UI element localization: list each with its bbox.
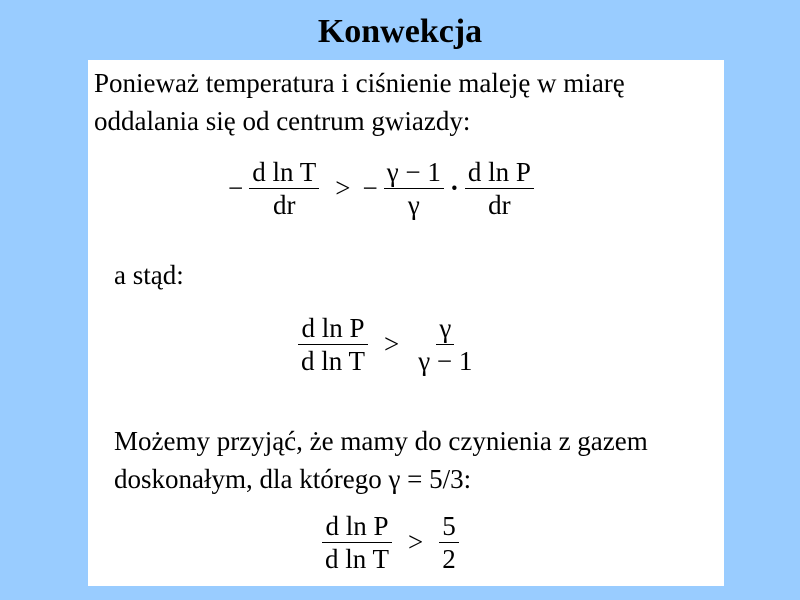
equation-gradient-condition (228, 156, 538, 221)
fraction-numerator: d ln P (465, 156, 534, 189)
fraction-denominator: dr (272, 190, 296, 220)
content-panel (88, 60, 724, 586)
fraction-denominator: dr (488, 190, 511, 220)
equation-ideal-gas-criterion (318, 510, 463, 575)
paragraph-ideal-gas: Możemy przyjąć, że mamy do czynienia z gazem doskonałym, dla którego γ = 5/3: (114, 426, 648, 494)
fraction-numerator: γ − 1 (384, 156, 444, 189)
fraction-dlnP-dlnT (298, 312, 368, 377)
fraction-denominator: d ln T (301, 346, 366, 376)
fraction-numerator: d ln P (322, 510, 391, 543)
multiplication-dot: · (449, 173, 459, 203)
minus-sign: − (228, 173, 244, 203)
fraction-dlnP-dr (465, 156, 534, 221)
fraction-dlnP-dlnT (322, 510, 392, 575)
equation-convection-criterion (294, 312, 479, 377)
greater-than-sign: > (335, 173, 351, 203)
fraction-five-halves (439, 510, 459, 575)
greater-than-sign: > (408, 527, 424, 557)
fraction-denominator: d ln T (325, 544, 390, 574)
fraction-denominator: γ − 1 (418, 346, 473, 376)
fraction-numerator: d ln P (298, 312, 367, 345)
greater-than-sign: > (384, 329, 400, 359)
minus-sign: − (362, 173, 378, 203)
fraction-gamma-ratio (384, 156, 444, 221)
fraction-denominator: γ (407, 190, 420, 220)
fraction-numerator: 5 (439, 510, 459, 543)
fraction-numerator: γ (436, 312, 454, 345)
paragraph-hence: a stąd: (114, 260, 184, 290)
fraction-dlnT-dr (249, 156, 319, 221)
paragraph-intro: Ponieważ temperatura i ciśnienie maleję w miarę oddalania się od centrum gwiazdy: (94, 68, 625, 136)
slide-title: Konwekcja (317, 13, 483, 50)
fraction-numerator: d ln T (249, 156, 319, 189)
fraction-gamma-over-gamma-minus-one (415, 312, 475, 377)
fraction-denominator: 2 (442, 544, 456, 574)
